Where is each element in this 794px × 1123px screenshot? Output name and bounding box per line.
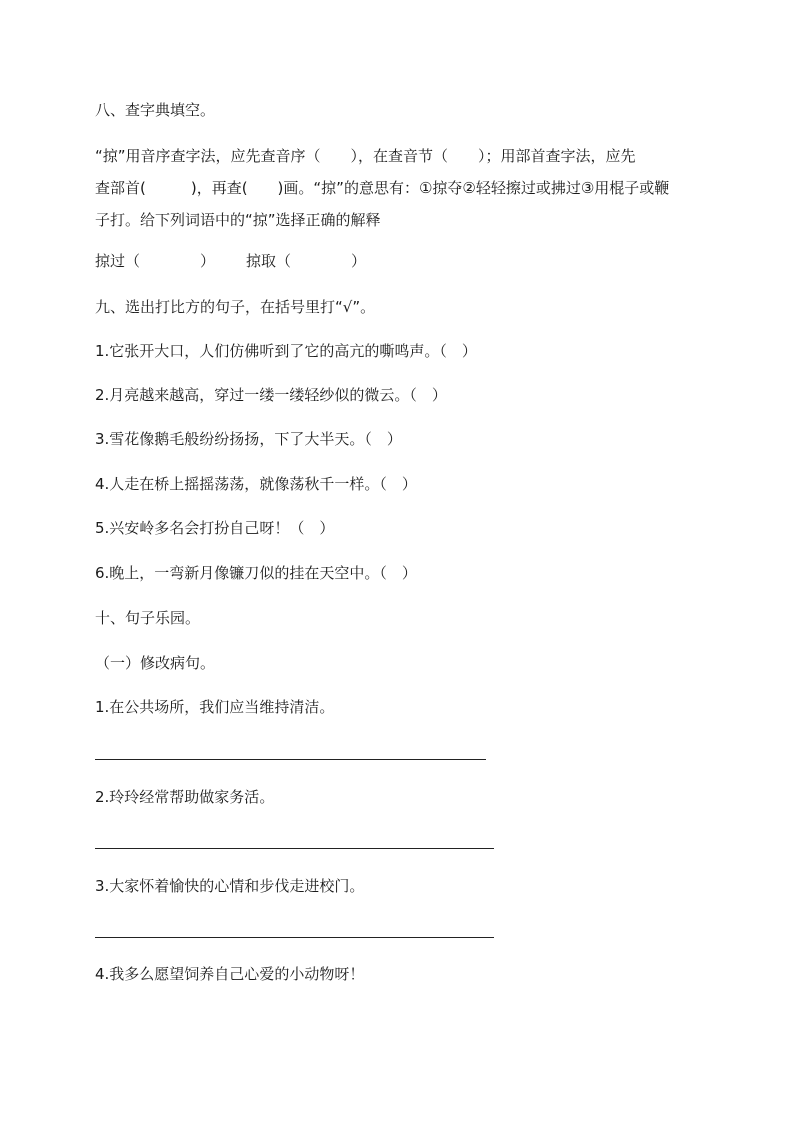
section9-item-6: 6.晚上，一弯新月像镰刀似的挂在天空中。（ ） [95,564,417,582]
section8-paragraph-line3: 子打。给下列词语中的“掠”选择正确的解释 [95,211,381,229]
section9-item-4: 4.人走在桥上摇摇荡荡，就像荡秋千一样。（ ） [95,475,417,493]
section10-subheading: （一）修改病句。 [95,654,216,672]
section8-word-answer-2: 掠取（ ） [246,252,367,270]
section10-item-3: 3.大家怀着愉快的心情和步伐走进校门。 [95,877,365,895]
section9-item-1: 1.它张开大口，人们仿佛听到了它的高亢的嘶鸣声。（ ） [95,342,477,360]
section8-paragraph-line2: 查部首( )，再查( )画。“掠”的意思有：①掠夺②轻轻擦过或拂过③用棍子或鞭 [95,179,670,197]
section8-heading: 八、查字典填空。 [95,101,216,119]
section9-heading: 九、选出打比方的句子，在括号里打“√”。 [95,298,376,316]
answer-line-1[interactable] [95,759,486,760]
section9-item-5: 5.兴安岭多名会打扮自己呀！（ ） [95,519,335,537]
section10-item-2: 2.玲玲经常帮助做家务活。 [95,788,275,806]
section8-paragraph-line1: “掠”用音序查字法，应先查音序（ ），在查音节（ ）；用部首查字法，应先 [95,147,636,165]
section8-word-answer-1: 掠过（ ） [95,252,216,270]
section9-item-3: 3.雪花像鹅毛般纷纷扬扬，下了大半天。（ ） [95,430,402,448]
section10-heading: 十、句子乐园。 [95,609,201,627]
answer-line-3[interactable] [95,937,494,938]
section9-item-2: 2.月亮越来越高，穿过一缕一缕轻纱似的微云。（ ） [95,386,447,404]
section10-item-1: 1.在公共场所，我们应当维持清洁。 [95,698,335,716]
answer-line-2[interactable] [95,848,494,849]
section10-item-4: 4.我多么愿望饲养自己心爱的小动物呀！ [95,965,365,983]
